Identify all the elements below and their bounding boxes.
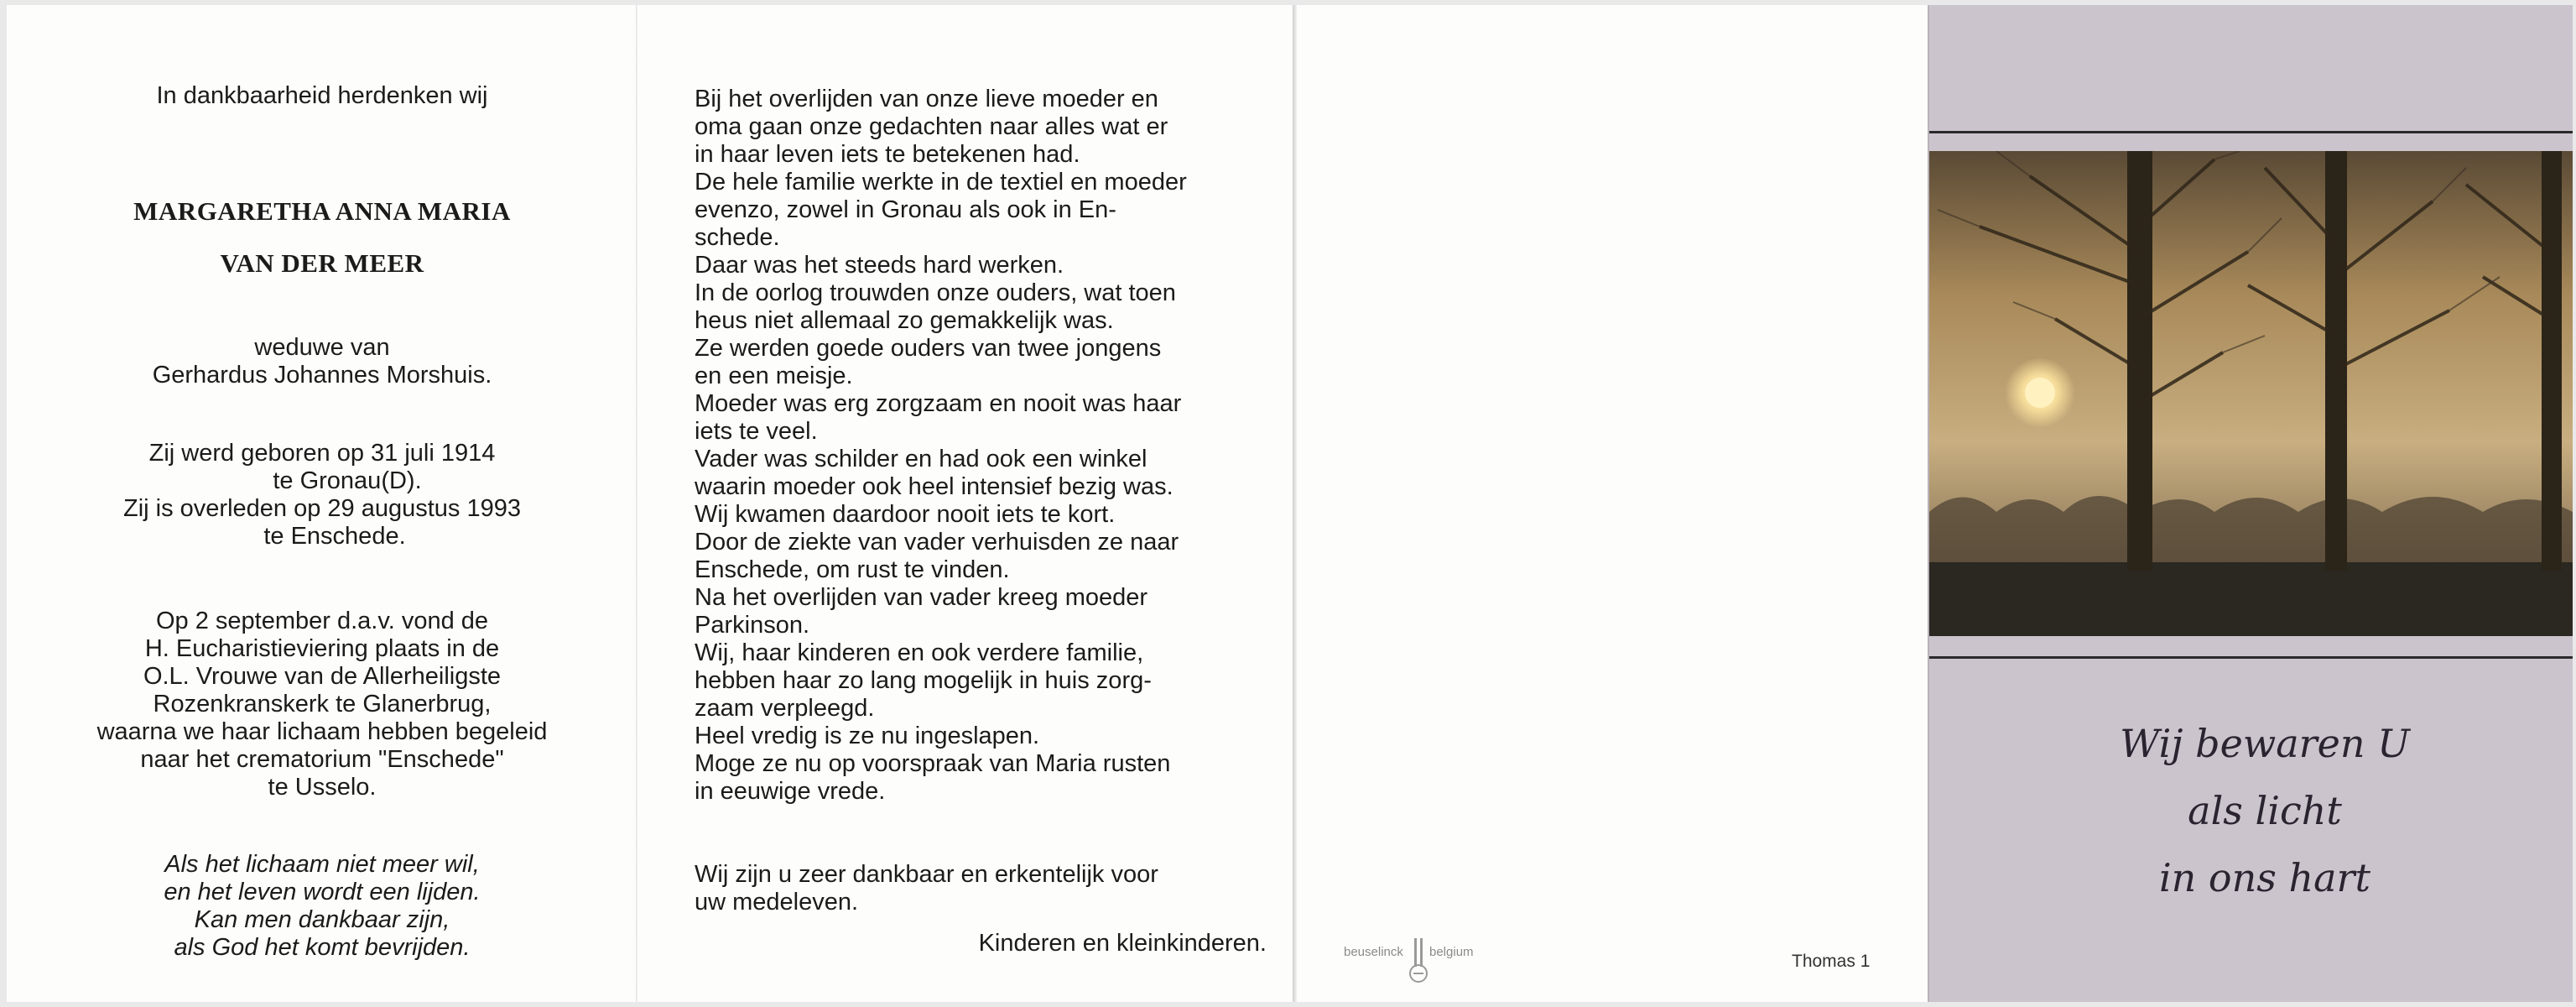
thanks-line: Wij zijn u zeer dankbaar en erkentelijk voor [695, 861, 1158, 888]
text-line: in eeuwige vrede. [695, 778, 886, 805]
funeral-line: Op 2 september d.a.v. vond de [155, 608, 489, 634]
text-line: iets te veel. [695, 418, 818, 445]
spouse-name: Gerhardus Johannes Morshuis. [152, 362, 492, 389]
text-line: oma gaan onze gedachten naar alles wat er [695, 113, 1168, 140]
text-line: in haar leven iets te betekenen had. [695, 141, 1080, 168]
poem-line: en het leven wordt een lijden. [164, 879, 481, 905]
publisher-right-text: belgium [1429, 945, 1474, 959]
left-inner-panel [7, 5, 637, 1002]
text-line: De hele familie werkte in de textiel en moeder [695, 169, 1187, 196]
intro-text: In dankbaarheid herdenken wij [156, 82, 488, 109]
text-line: heus niet allemaal zo gemakkelijk was. [695, 307, 1114, 334]
birth-line: Zij werd geboren op 31 juli 1914 [148, 440, 496, 467]
right-inner-panel [637, 5, 1293, 1002]
widow-label: weduwe van [254, 334, 390, 361]
card-code: Thomas 1 [1792, 952, 1871, 971]
funeral-line: O.L. Vrouwe van de Allerheiligste [143, 663, 502, 690]
text-line: evenzo, zowel in Gronau als ook in En- [695, 196, 1116, 223]
cover-verse [2055, 710, 2475, 911]
death-line: Zij is overleden op 29 augustus 1993 [123, 495, 521, 522]
text-line: Moge ze nu op voorspraak van Maria rusten [695, 750, 1171, 777]
verse-line: Wij bewaren U [2120, 721, 2410, 766]
text-line: Enschede, om rust te vinden. [695, 556, 1010, 583]
text-line: en een meisje. [695, 363, 853, 389]
thanks-line: uw medeleven. [695, 889, 859, 916]
poem-line: Kan men dankbaar zijn, [194, 906, 450, 933]
verse-line: als licht [2188, 788, 2342, 833]
text-line: hebben haar zo lang mogelijk in huis zorg- [695, 667, 1152, 694]
publisher-logo [1344, 937, 1478, 987]
text-line: Wij kwamen daardoor nooit iets te kort. [695, 501, 1116, 528]
poem [7, 851, 637, 962]
poem-line: Als het lichaam niet meer wil, [164, 851, 480, 878]
sunset-trees-photo [1929, 151, 2573, 636]
text-line: Moeder was erg zorgzaam en nooit was haar [695, 390, 1182, 417]
text-line: Heel vredig is ze nu ingeslapen. [695, 723, 1040, 749]
remembrance-text [695, 86, 1267, 957]
funeral-line: H. Eucharistieviering plaats in de [144, 635, 500, 662]
front-cover-panel [1929, 5, 2573, 1002]
back-panel [1297, 5, 1929, 1002]
funeral-line: waarna we haar lichaam hebben begeleid [96, 718, 548, 745]
text-line: Daar was het steeds hard werken. [695, 252, 1064, 279]
birth-place-line: te Gronau(D). [273, 467, 422, 494]
death-place-line: te Enschede. [263, 523, 406, 550]
text-line: zaam verpleegd. [695, 695, 875, 722]
funeral-info [7, 608, 637, 801]
bottom-rule [1929, 656, 2573, 659]
text-line: Na het overlijden van vader kreeg moeder [695, 584, 1148, 611]
text-line: Parkinson. [695, 612, 810, 639]
top-rule [1929, 131, 2573, 133]
text-line: Door de ziekte van vader verhuisden ze naar [695, 529, 1179, 556]
signature: Kinderen en kleinkinderen. [978, 930, 1267, 957]
verse-line: in ons hart [2158, 855, 2371, 900]
funeral-line: naar het crematorium "Enschede" [140, 746, 504, 773]
text-line: In de oorlog trouwden onze ouders, wat toen [695, 279, 1176, 306]
deceased-name-line2: VAN DER MEER [220, 248, 424, 278]
text-line: waarin moeder ook heel intensief bezig was. [695, 473, 1174, 500]
birth-info [7, 440, 637, 550]
poem-line: als God het komt bevrijden. [174, 934, 471, 961]
deceased-name-line1: MARGARETHA ANNA MARIA [133, 196, 511, 226]
funeral-line: Rozenkranskerk te Glanerbrug, [153, 691, 492, 717]
text-line: Vader was schilder en had ook een winkel [695, 446, 1147, 472]
text-line: Wij, haar kinderen en ook verdere familie, [695, 639, 1144, 666]
publisher-left-text: beuselinck [1344, 945, 1403, 959]
text-line: Ze werden goede ouders van twee jongens [695, 335, 1162, 362]
text-line: schede. [695, 224, 780, 251]
text-line: Bij het overlijden van onze lieve moeder en [695, 86, 1158, 112]
funeral-line: te Usselo. [268, 774, 377, 801]
publisher-mark-icon [1409, 937, 1429, 985]
